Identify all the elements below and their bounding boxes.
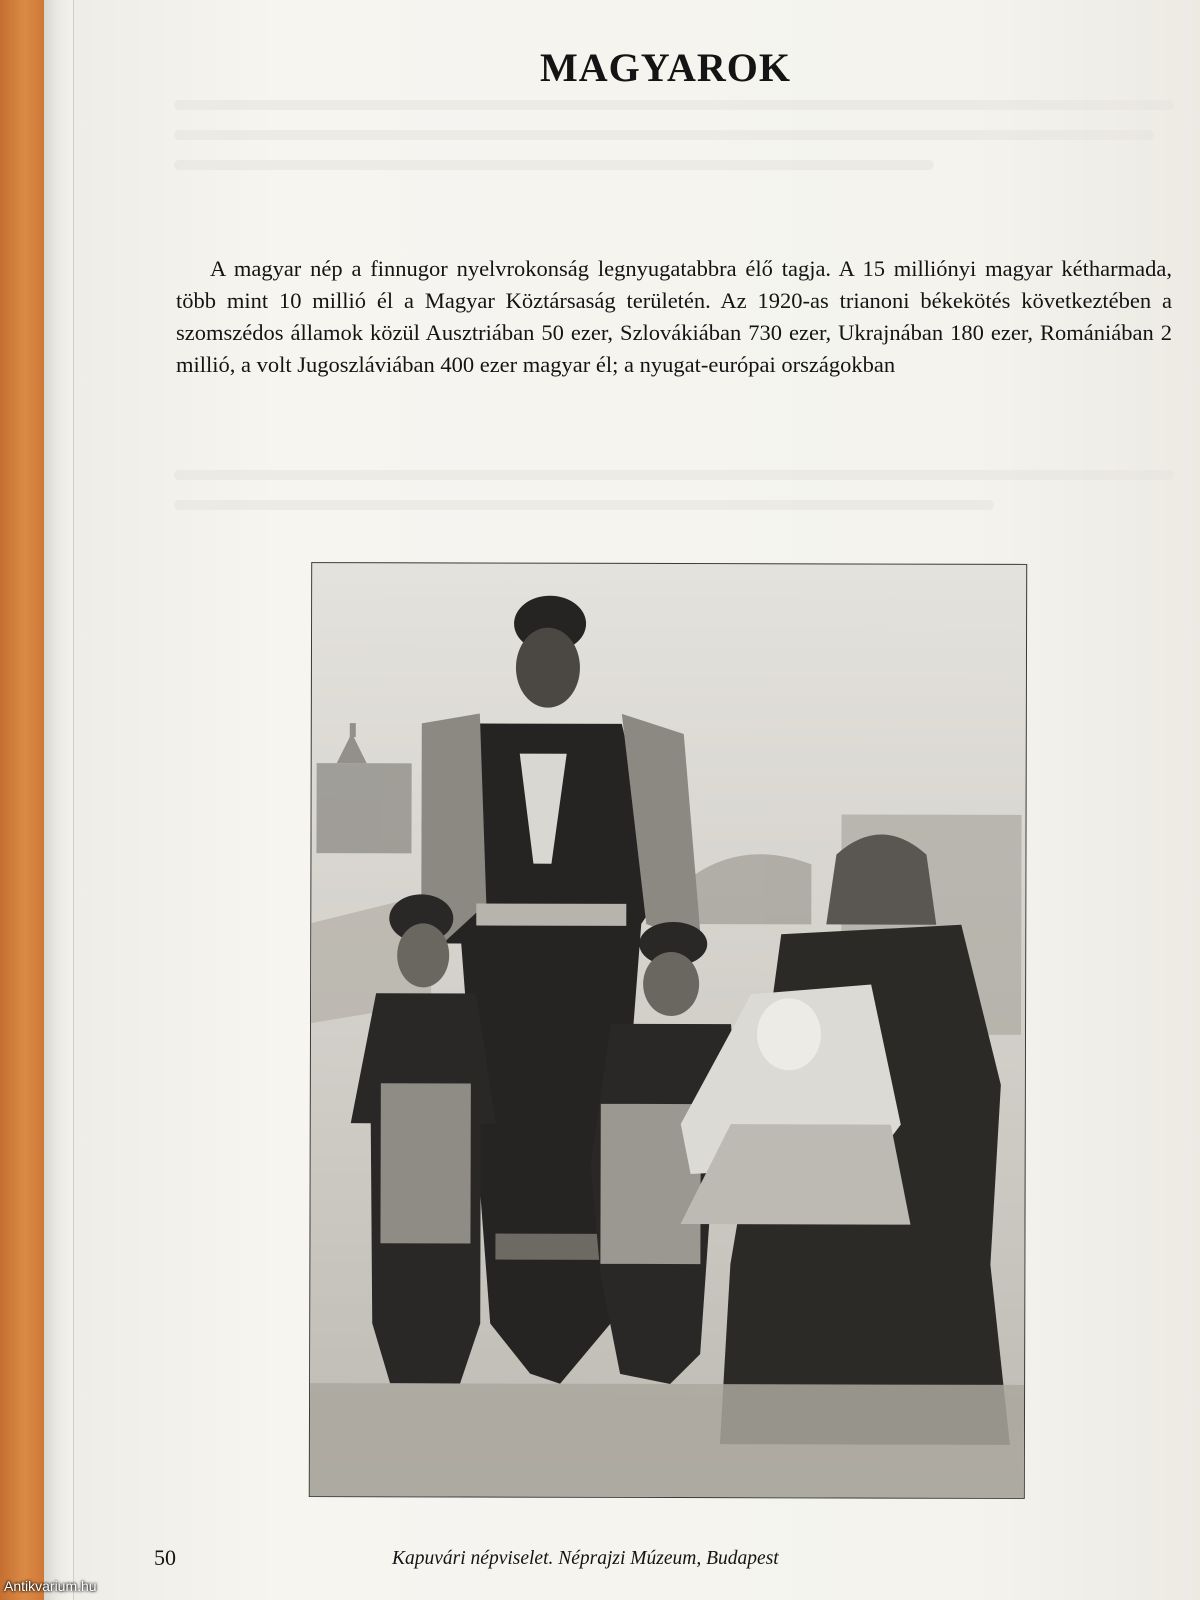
orange-background-strip xyxy=(0,0,44,1600)
page-number: 50 xyxy=(154,1545,176,1570)
body-paragraph: A magyar nép a finnugor nyelvrokonság legnyugatabbra élő tagja. A 15 milliónyi magyar kétharmada, több mint 10 millió él a Magyar Köztársaság területén. Az 1920-as trianoni békekötés következtében a szomszédos államok közül Ausztriában 50 ezer, Szlovákiában 730 ezer, Ukrajnában 180 ezer, Romániában 2 millió, a volt Jugoszláviában 400 ezer magyar él; a nyugat-európai országokban xyxy=(176,256,1172,377)
watermark: Antikvarium.hu xyxy=(4,1578,97,1594)
bleed-through-line xyxy=(174,500,994,510)
bleed-through-line xyxy=(174,470,1174,480)
family-photograph xyxy=(309,562,1027,1499)
book-spine-edge xyxy=(44,0,74,1600)
page-title: MAGYAROK xyxy=(540,45,791,90)
photo-caption: Kapuvári népviselet. Néprajzi Múzeum, Budapest xyxy=(392,1548,779,1569)
bleed-through-line xyxy=(174,130,1154,140)
bleed-through-line xyxy=(174,100,1174,110)
bleed-through-line xyxy=(174,160,934,170)
